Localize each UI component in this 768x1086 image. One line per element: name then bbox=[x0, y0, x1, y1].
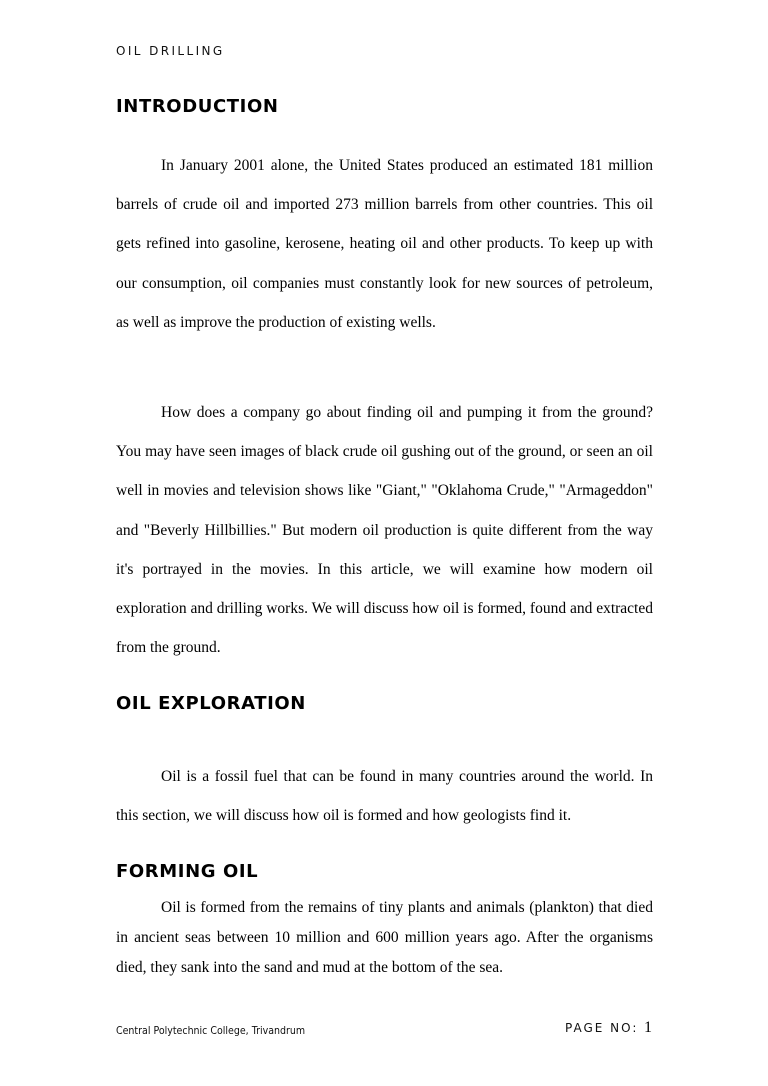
footer-page-label: PAGE NO: bbox=[565, 1021, 639, 1035]
section-heading-introduction: INTRODUCTION bbox=[116, 96, 279, 117]
footer-institution: Central Polytechnic College, Trivandrum bbox=[116, 1024, 306, 1037]
paragraph: Oil is a fossil fuel that can be found in many countries around the world. In this section, we will discuss how oil is formed and how geologists find it. bbox=[116, 768, 653, 825]
paragraph: Oil is formed from the remains of tiny plants and animals (plankton) that died in ancient seas between 10 million and 600 million years ago. After the organisms died, they sank into the sand and mud at the bottom of the sea. bbox=[116, 899, 653, 977]
page-number: 1 bbox=[644, 1019, 652, 1036]
paragraph: In January 2001 alone, the United States produced an estimated 181 million barrels of crude oil and imported 273 million barrels from other countries. This oil gets refined into gasoline, kerosene, heating oil and other products. To keep up with our consumption, oil companies must constantly look for new sources of petroleum, as well as improve the production of existing wells. bbox=[116, 157, 653, 331]
section-heading-oil-exploration: OIL EXPLORATION bbox=[116, 693, 306, 714]
section-heading-forming-oil: FORMING OIL bbox=[116, 861, 259, 882]
paragraph: How does a company go about finding oil and pumping it from the ground? You may have seen images of black crude oil gushing out of the ground, or seen an oil well in movies and television shows like "Giant," "Oklahoma Crude," "Armageddon" and "Beverly Hillbillies." But modern oil production is quite different from the way it's portrayed in the movies. In this article, we will examine how modern oil exploration and drilling works. We will discuss how oil is formed, found and extracted from the ground. bbox=[116, 404, 653, 657]
running-header: OIL DRILLING bbox=[116, 44, 225, 58]
